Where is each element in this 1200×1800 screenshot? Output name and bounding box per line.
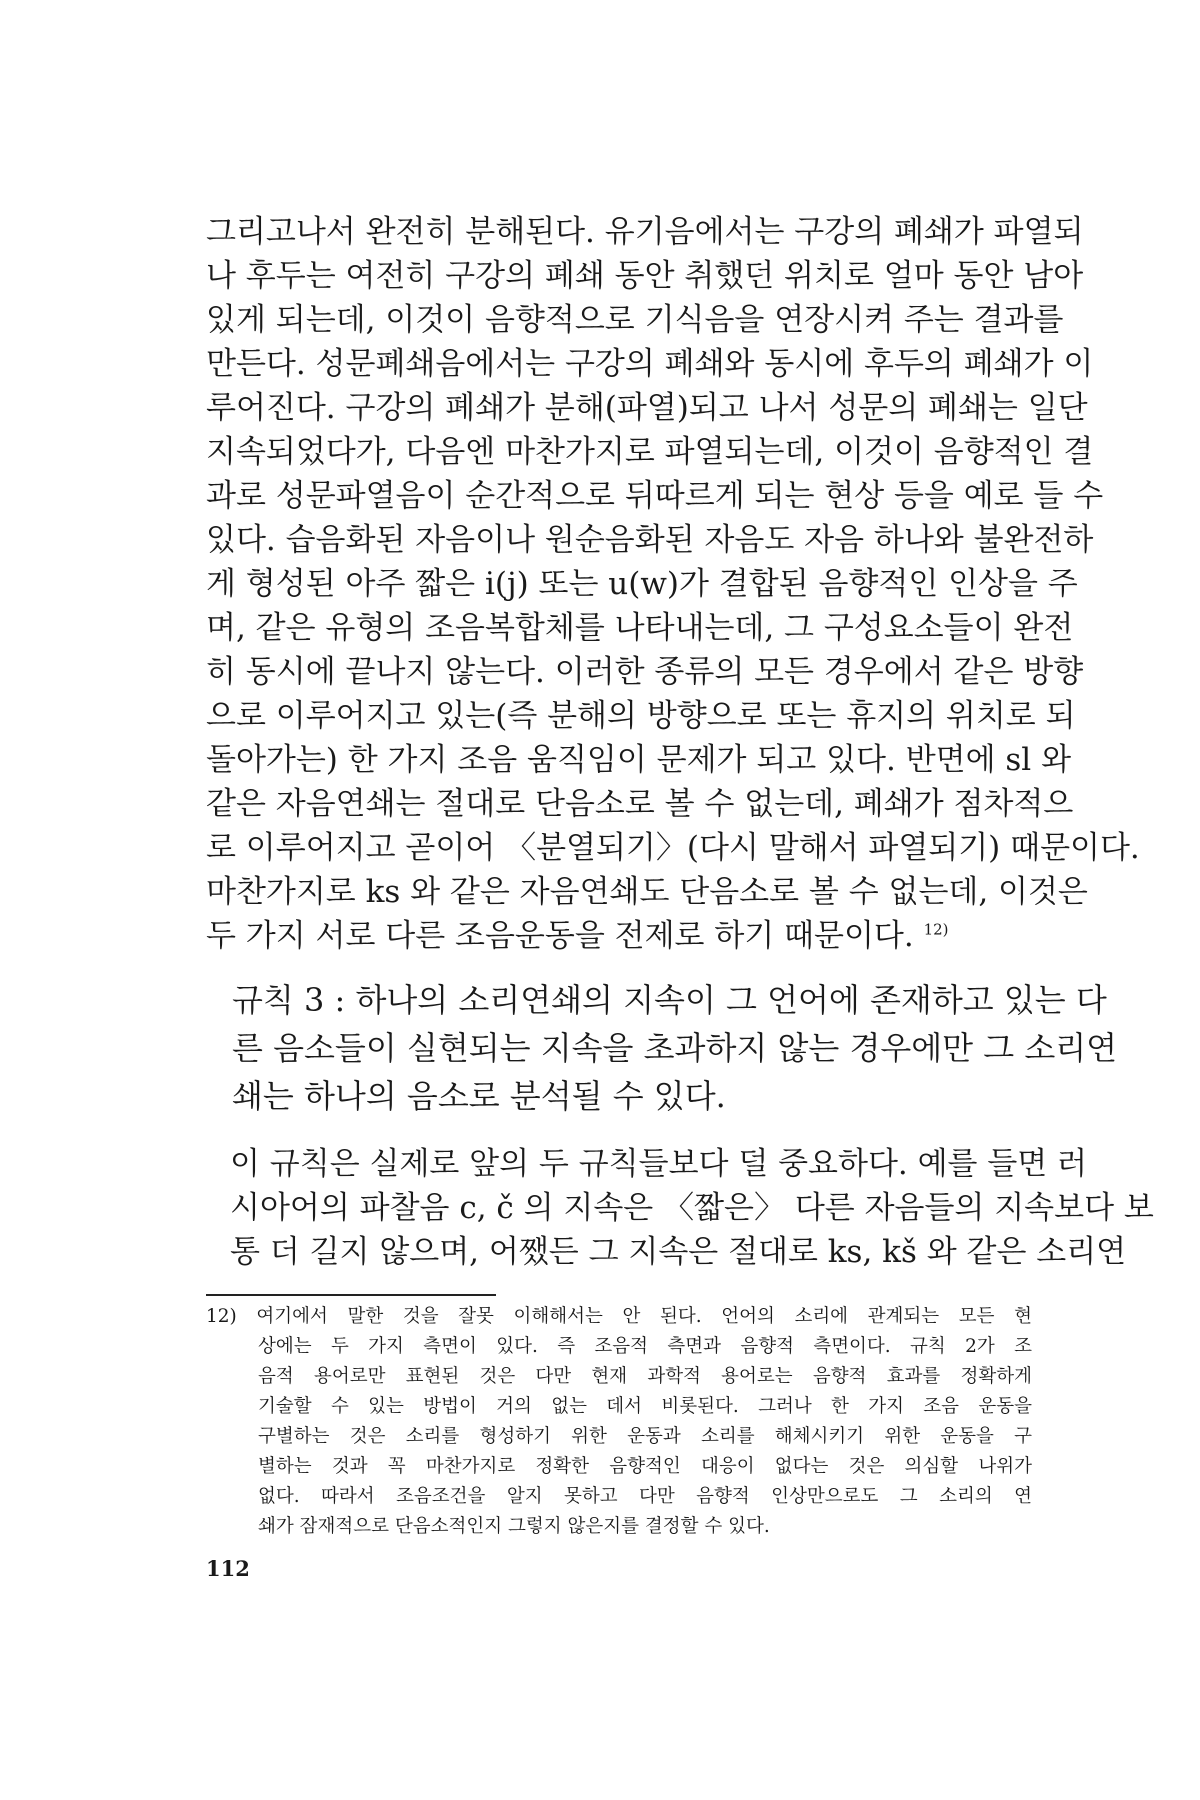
footnote-reference: 12) bbox=[923, 920, 949, 939]
text-line: 과로 성문파열음이 순간적으로 뒤따르게 되는 현상 등을 예로 들 수 bbox=[206, 478, 1104, 514]
text-line: 있게 되는데, 이것이 음향적으로 기식음을 연장시켜 주는 결과를 bbox=[206, 302, 1064, 338]
text-line: 루어진다. 구강의 폐쇄가 분해(파열)되고 나서 성문의 폐쇄는 일단 bbox=[206, 390, 1088, 426]
text-line: 게 형성된 아주 짧은 i(j) 또는 u(w)가 결합된 음향적인 인상을 주 bbox=[206, 566, 1078, 602]
text-line: 돌아가는) 한 가지 조음 움직임이 문제가 되고 있다. 반면에 sl 와 bbox=[206, 742, 1072, 778]
text-line: 마찬가지로 ks 와 같은 자음연쇄도 단음소로 볼 수 없는데, 이것은 bbox=[206, 874, 1088, 910]
rule-line: 른 음소들이 실현되는 지속을 초과하지 않는 경우에만 그 소리연 bbox=[232, 1029, 1118, 1067]
text-line: 이 규칙은 실제로 앞의 두 규칙들보다 덜 중요하다. 예를 들면 러 bbox=[230, 1146, 1088, 1182]
body-paragraph-2 bbox=[230, 1142, 1154, 1274]
text-line: 나 후두는 여전히 구강의 폐쇄 동안 취했던 위치로 얼마 동안 남아 bbox=[206, 258, 1084, 294]
footnote-line: 상에는 두 가지 측면이 있다. 즉 조음적 측면과 음향적 측면이다. 규칙 2가 조 bbox=[258, 1336, 1032, 1357]
footnote-line: 구별하는 것은 소리를 형성하기 위한 운동과 소리를 해체시키기 위한 운동을 구 bbox=[258, 1426, 1032, 1447]
text-line: 시아어의 파찰음 c, č 의 지속은 〈짧은〉 다른 자음들의 지속보다 보 bbox=[230, 1190, 1154, 1226]
text-line: 히 동시에 끝나지 않는다. 이러한 종류의 모든 경우에서 같은 방향 bbox=[206, 654, 1084, 690]
rule-3-block bbox=[232, 976, 1118, 1120]
footnote-line: 쇄가 잠재적으로 단음소적인지 그렇지 않은지를 결정할 수 있다. bbox=[258, 1516, 770, 1537]
text-line-content: 두 가지 서로 다른 조음운동을 전제로 하기 때문이다. bbox=[206, 918, 914, 954]
text-line: 며, 같은 유형의 조음복합체를 나타내는데, 그 구성요소들이 완전 bbox=[206, 610, 1074, 646]
page-number: 112 bbox=[206, 1556, 250, 1581]
footnote-line: 기술할 수 있는 방법이 거의 없는 데서 비롯된다. 그러나 한 가지 조음 운동을 bbox=[258, 1396, 1032, 1417]
text-line: 있다. 습음화된 자음이나 원순음화된 자음도 자음 하나와 불완전하 bbox=[206, 522, 1094, 558]
footnote-line: 별하는 것과 꼭 마찬가지로 정확한 음향적인 대응이 없다는 것은 의심할 나위가 bbox=[258, 1456, 1032, 1477]
footnote-12 bbox=[206, 1302, 1032, 1542]
text-line: 로 이루어지고 곧이어 〈분열되기〉(다시 말해서 파열되기) 때문이다. bbox=[206, 830, 1140, 866]
footnote-divider bbox=[206, 1294, 496, 1296]
text-line-last bbox=[206, 914, 1034, 958]
text-line: 그리고나서 완전히 분해된다. 유기음에서는 구강의 폐쇄가 파열되 bbox=[206, 214, 1084, 250]
footnote-line: 음적 용어로만 표현된 것은 다만 현재 과학적 용어로는 음향적 효과를 정확하게 bbox=[258, 1366, 1032, 1387]
rule-line: 규칙 3 : 하나의 소리연쇄의 지속이 그 언어에 존재하고 있는 다 bbox=[232, 981, 1107, 1019]
rule-line: 쇄는 하나의 음소로 분석될 수 있다. bbox=[232, 1077, 726, 1115]
text-line: 같은 자음연쇄는 절대로 단음소로 볼 수 없는데, 폐쇄가 점차적으 bbox=[206, 786, 1074, 822]
footnote-line: 없다. 따라서 조음조건을 알지 못하고 다만 음향적 인상만으로도 그 소리의 연 bbox=[258, 1486, 1032, 1507]
text-line: 으로 이루어지고 있는(즉 분해의 방향으로 또는 휴지의 위치로 되 bbox=[206, 698, 1076, 734]
text-line: 통 더 길지 않으며, 어쨌든 그 지속은 절대로 ks, kš 와 같은 소리연 bbox=[230, 1234, 1127, 1270]
body-paragraph-1 bbox=[206, 210, 1140, 958]
footnote-line: 12) 여기에서 말한 것을 잘못 이해해서는 안 된다. 언어의 소리에 관계되는 모든 현 bbox=[206, 1306, 1032, 1327]
text-line: 지속되었다가, 다음엔 마찬가지로 파열되는데, 이것이 음향적인 결 bbox=[206, 434, 1094, 470]
text-line: 만든다. 성문폐쇄음에서는 구강의 폐쇄와 동시에 후두의 폐쇄가 이 bbox=[206, 346, 1094, 382]
